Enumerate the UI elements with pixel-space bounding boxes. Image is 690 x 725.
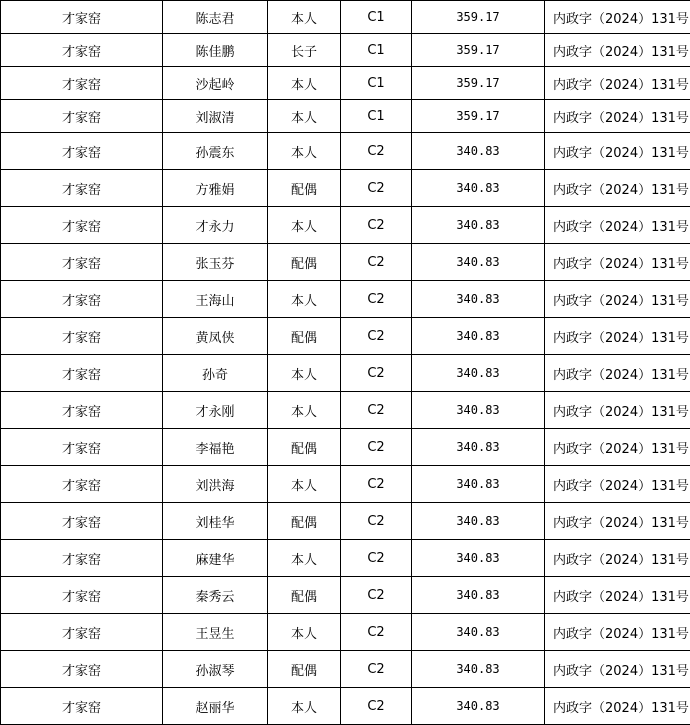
document-cell: 内政字（2024）131号 [545, 318, 690, 355]
table-row [1, 651, 690, 688]
village-cell: 才家窑 [1, 355, 163, 392]
table-row [1, 614, 690, 651]
amount-cell: 340.83 [412, 355, 545, 392]
amount-cell: 359.17 [412, 100, 545, 133]
class-cell: C2 [341, 429, 412, 466]
amount-cell: 340.83 [412, 429, 545, 466]
relation-cell: 本人 [268, 392, 341, 429]
table-row [1, 281, 690, 318]
amount-cell: 359.17 [412, 67, 545, 100]
table-row [1, 688, 690, 725]
name-cell: 李福艳 [163, 429, 268, 466]
document-cell: 内政字（2024）131号 [545, 577, 690, 614]
class-cell: C2 [341, 318, 412, 355]
class-cell: C2 [341, 614, 412, 651]
class-cell: C2 [341, 466, 412, 503]
village-cell: 才家窑 [1, 429, 163, 466]
class-cell: C1 [341, 100, 412, 133]
name-cell: 王昱生 [163, 614, 268, 651]
relation-cell: 本人 [268, 1, 341, 34]
table-row [1, 503, 690, 540]
amount-cell: 340.83 [412, 503, 545, 540]
document-cell: 内政字（2024）131号 [545, 1, 690, 34]
document-cell: 内政字（2024）131号 [545, 34, 690, 67]
table-row [1, 540, 690, 577]
village-cell: 才家窑 [1, 540, 163, 577]
relation-cell: 本人 [268, 281, 341, 318]
document-cell: 内政字（2024）131号 [545, 133, 690, 170]
document-cell: 内政字（2024）131号 [545, 392, 690, 429]
table-row [1, 318, 690, 355]
amount-cell: 359.17 [412, 34, 545, 67]
name-cell: 麻建华 [163, 540, 268, 577]
class-cell: C2 [341, 281, 412, 318]
class-cell: C1 [341, 1, 412, 34]
table-row [1, 207, 690, 244]
name-cell: 才永刚 [163, 392, 268, 429]
table-row [1, 1, 690, 34]
table-row [1, 392, 690, 429]
document-cell: 内政字（2024）131号 [545, 281, 690, 318]
amount-cell: 340.83 [412, 170, 545, 207]
relation-cell: 本人 [268, 614, 341, 651]
amount-cell: 340.83 [412, 281, 545, 318]
table-row [1, 34, 690, 67]
village-cell: 才家窑 [1, 67, 163, 100]
relation-cell: 配偶 [268, 503, 341, 540]
amount-cell: 340.83 [412, 392, 545, 429]
relation-cell: 本人 [268, 100, 341, 133]
name-cell: 刘淑清 [163, 100, 268, 133]
name-cell: 赵丽华 [163, 688, 268, 725]
village-cell: 才家窑 [1, 207, 163, 244]
table-row [1, 466, 690, 503]
table-row [1, 170, 690, 207]
amount-cell: 359.17 [412, 1, 545, 34]
village-cell: 才家窑 [1, 34, 163, 67]
relation-cell: 配偶 [268, 170, 341, 207]
class-cell: C2 [341, 170, 412, 207]
document-cell: 内政字（2024）131号 [545, 170, 690, 207]
name-cell: 陈佳鹏 [163, 34, 268, 67]
name-cell: 方雅娟 [163, 170, 268, 207]
class-cell: C2 [341, 503, 412, 540]
table-body [1, 1, 690, 725]
name-cell: 陈志君 [163, 1, 268, 34]
document-cell: 内政字（2024）131号 [545, 429, 690, 466]
table-row [1, 67, 690, 100]
village-cell: 才家窑 [1, 503, 163, 540]
class-cell: C1 [341, 34, 412, 67]
document-cell: 内政字（2024）131号 [545, 100, 690, 133]
village-cell: 才家窑 [1, 577, 163, 614]
table-row [1, 100, 690, 133]
village-cell: 才家窑 [1, 318, 163, 355]
class-cell: C1 [341, 67, 412, 100]
name-cell: 王海山 [163, 281, 268, 318]
village-cell: 才家窑 [1, 281, 163, 318]
relation-cell: 配偶 [268, 318, 341, 355]
class-cell: C2 [341, 577, 412, 614]
document-cell: 内政字（2024）131号 [545, 540, 690, 577]
village-cell: 才家窑 [1, 466, 163, 503]
document-cell: 内政字（2024）131号 [545, 688, 690, 725]
relation-cell: 配偶 [268, 244, 341, 281]
name-cell: 孙奇 [163, 355, 268, 392]
relation-cell: 本人 [268, 207, 341, 244]
name-cell: 刘洪海 [163, 466, 268, 503]
document-cell: 内政字（2024）131号 [545, 503, 690, 540]
document-cell: 内政字（2024）131号 [545, 651, 690, 688]
relation-cell: 长子 [268, 34, 341, 67]
relation-cell: 本人 [268, 133, 341, 170]
class-cell: C2 [341, 688, 412, 725]
class-cell: C2 [341, 540, 412, 577]
relation-cell: 本人 [268, 67, 341, 100]
amount-cell: 340.83 [412, 540, 545, 577]
name-cell: 才永力 [163, 207, 268, 244]
name-cell: 黄凤侠 [163, 318, 268, 355]
class-cell: C2 [341, 244, 412, 281]
name-cell: 张玉芬 [163, 244, 268, 281]
amount-cell: 340.83 [412, 207, 545, 244]
document-cell: 内政字（2024）131号 [545, 355, 690, 392]
village-cell: 才家窑 [1, 133, 163, 170]
relation-cell: 本人 [268, 466, 341, 503]
table-row [1, 429, 690, 466]
table-row [1, 577, 690, 614]
relation-cell: 配偶 [268, 429, 341, 466]
class-cell: C2 [341, 651, 412, 688]
relation-cell: 本人 [268, 540, 341, 577]
class-cell: C2 [341, 392, 412, 429]
name-cell: 刘桂华 [163, 503, 268, 540]
name-cell: 孙淑琴 [163, 651, 268, 688]
amount-cell: 340.83 [412, 244, 545, 281]
name-cell: 沙起岭 [163, 67, 268, 100]
village-cell: 才家窑 [1, 244, 163, 281]
table-row [1, 133, 690, 170]
amount-cell: 340.83 [412, 688, 545, 725]
amount-cell: 340.83 [412, 651, 545, 688]
village-cell: 才家窑 [1, 1, 163, 34]
document-cell: 内政字（2024）131号 [545, 244, 690, 281]
relation-cell: 本人 [268, 355, 341, 392]
village-cell: 才家窑 [1, 170, 163, 207]
village-cell: 才家窑 [1, 651, 163, 688]
relation-cell: 配偶 [268, 577, 341, 614]
village-cell: 才家窑 [1, 100, 163, 133]
class-cell: C2 [341, 207, 412, 244]
village-cell: 才家窑 [1, 392, 163, 429]
table-row [1, 355, 690, 392]
class-cell: C2 [341, 133, 412, 170]
village-cell: 才家窑 [1, 688, 163, 725]
class-cell: C2 [341, 355, 412, 392]
name-cell: 孙震东 [163, 133, 268, 170]
amount-cell: 340.83 [412, 466, 545, 503]
relation-cell: 本人 [268, 688, 341, 725]
document-cell: 内政字（2024）131号 [545, 207, 690, 244]
document-cell: 内政字（2024）131号 [545, 466, 690, 503]
amount-cell: 340.83 [412, 318, 545, 355]
name-cell: 秦秀云 [163, 577, 268, 614]
document-cell: 内政字（2024）131号 [545, 67, 690, 100]
village-cell: 才家窑 [1, 614, 163, 651]
amount-cell: 340.83 [412, 614, 545, 651]
amount-cell: 340.83 [412, 577, 545, 614]
relation-cell: 配偶 [268, 651, 341, 688]
amount-cell: 340.83 [412, 133, 545, 170]
document-cell: 内政字（2024）131号 [545, 614, 690, 651]
table-row [1, 244, 690, 281]
